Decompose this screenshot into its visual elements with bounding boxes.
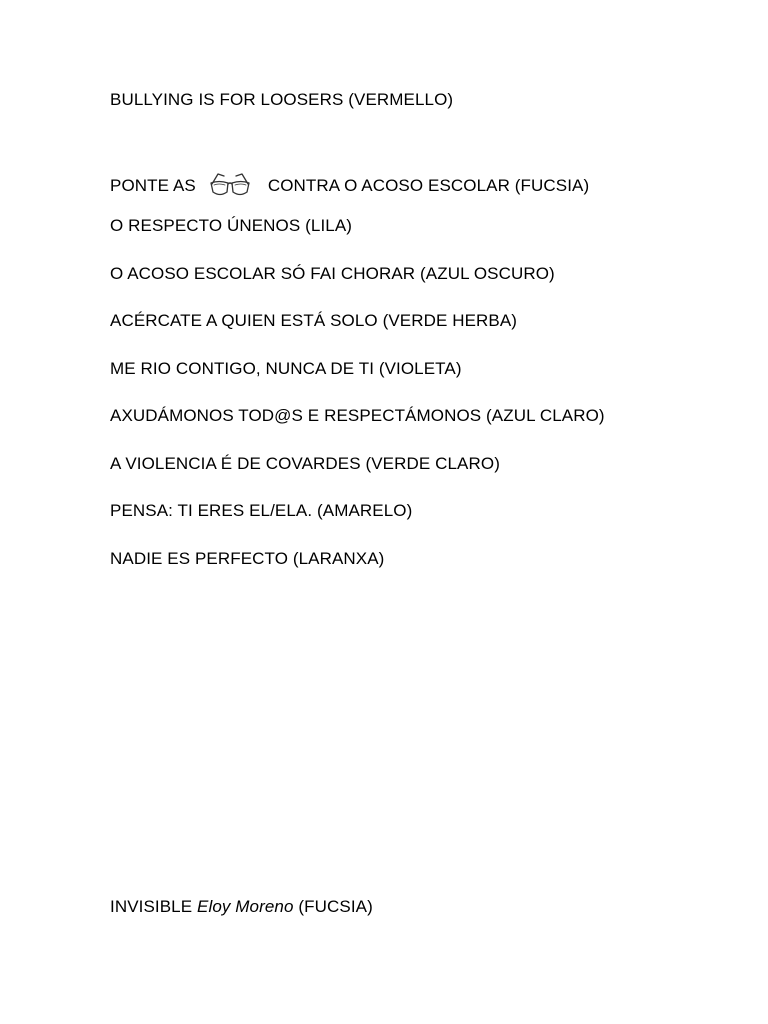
text-line-acercate: ACÉRCATE A QUIEN ESTÁ SOLO (VERDE HERBA) (110, 311, 518, 330)
text-line-invisible (110, 896, 373, 918)
text-line-bullying: BULLYING IS FOR LOOSERS (VERMELLO) (110, 90, 454, 109)
text-contra-acoso: CONTRA O ACOSO ESCOLAR (FUCSIA) (267, 176, 590, 195)
text-ponte-as: PONTE AS (110, 176, 196, 195)
text-line-respecto: O RESPECTO ÚNENOS (LILA) (110, 216, 353, 235)
text-line-rio-contigo: ME RIO CONTIGO, NUNCA DE TI (VIOLETA) (110, 359, 462, 378)
book-color-note: (FUCSIA) (298, 897, 373, 916)
text-line-axudamonos: AXUDÁMONOS TOD@S E RESPECTÁMONOS (AZUL CLARO) (110, 406, 605, 425)
book-title: INVISIBLE (110, 897, 193, 916)
text-line-nadie: NADIE ES PERFECTO (LARANXA) (110, 549, 385, 568)
text-line-acoso-chorar: O ACOSO ESCOLAR SÓ FAI CHORAR (AZUL OSCURO) (110, 264, 555, 283)
text-line-violencia: A VIOLENCIA É DE COVARDES (VERDE CLARO) (110, 454, 500, 473)
text-line-ponte-as (110, 168, 589, 200)
text-line-pensa: PENSA: TI ERES EL/ELA. (AMARELO) (110, 501, 413, 520)
glasses-icon (208, 168, 252, 200)
book-author: Eloy Moreno (197, 897, 294, 916)
